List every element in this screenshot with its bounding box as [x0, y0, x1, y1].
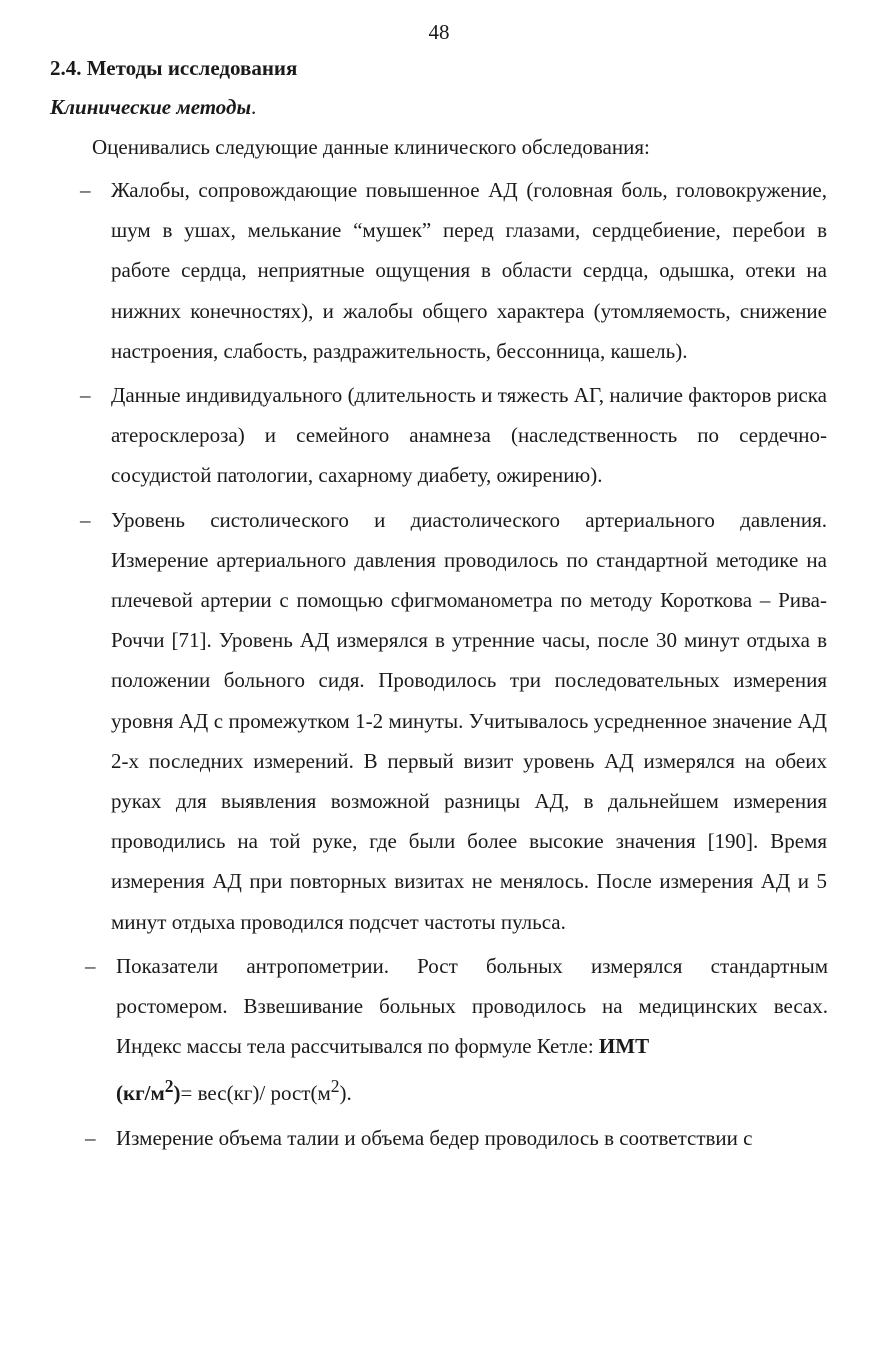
subheading-text: Клинические методы [50, 95, 252, 119]
subheading [50, 93, 256, 121]
list-item [0, 1118, 878, 1158]
page-number: 48 [428, 20, 450, 44]
list-item-text: Уровень систолического и диастолического артериального давления. Измерение артериального давления проводилось по стандартной методике на плечевой артерии с помощью сфигмоманометра по методу Короткова – Рива-Роччи [71]. Уровень АД измерялся в утренние часы, после 30 минут отдыха в положении больного сидя. Проводилось три последовательных измерения уровня АД с промежутком 1-2 минуты. Учитывалось усредненное значение АД 2-х последних измерений. В первый визит уровень АД измерялся на обеих руках для выявления возможной разницы АД, в дальнейшем измерения проводились на той руке, где были более высокие значения [190]. Время измерения АД при повторных визитах не менялось. После измерения АД и 5 минут отдыха проводился подсчет частоты пульса. [111, 507, 827, 934]
bmi-unit-close: ) [173, 1081, 181, 1106]
bullet-dash: – [80, 178, 91, 202]
bullet-dash: – [80, 507, 91, 532]
list-item-text: Данные индивидуального (длительность и тяжесть АГ, наличие факторов риска атеросклероза) и семейного анамнеза (наследственность по сердечно-сосудистой патологии, сахарному диабету, ожирению). [111, 383, 827, 488]
subheading-punct: . [251, 95, 257, 119]
list-item [0, 500, 878, 942]
bmi-unit-sup: 2 [164, 1076, 174, 1097]
bmi-formula-sup: 2 [330, 1076, 340, 1097]
list-item [0, 170, 878, 371]
bmi-formula-end: ). [339, 1081, 352, 1106]
bmi-formula-label: ИМТ [598, 1034, 650, 1059]
list-item-text: Измерение объема талии и объема бедер проводилось в соответствии с [116, 1125, 753, 1150]
intro-paragraph: Оценивались следующие данные клинического обследования: [92, 135, 650, 159]
anthropometry-text: Показатели антропометрии. Рост больных измерялся стандартным ростомером. Взвешивание больных проводилось на медицинских весах. Индекс массы тела рассчитывался по формуле Кетле: [116, 953, 828, 1059]
list-item [0, 946, 878, 1114]
methods-list [0, 170, 878, 1162]
bullet-dash: – [85, 1125, 96, 1150]
bullet-dash: – [80, 383, 91, 408]
list-item-text [116, 946, 828, 1114]
bmi-formula-rest: = вес(кг)/ рост(м [180, 1081, 331, 1106]
bullet-dash: – [85, 953, 96, 978]
bmi-unit-open: (кг/м [116, 1081, 165, 1106]
list-item-text: Жалобы, сопровождающие повышенное АД (головная боль, головокружение, шум в ушах, мелькание “мушек” перед глазами, сердцебиение, перебои в работе сердца, неприятные ощущения в области сердца, одышка, отеки на нижних конечностях), и жалобы общего характера (утомляемость, снижение настроения, слабость, раздражительность, бессонница, кашель). [111, 178, 827, 363]
section-heading: 2.4. Методы исследования [50, 56, 298, 80]
list-item [0, 375, 878, 496]
bmi-formula-unit [116, 1076, 181, 1106]
